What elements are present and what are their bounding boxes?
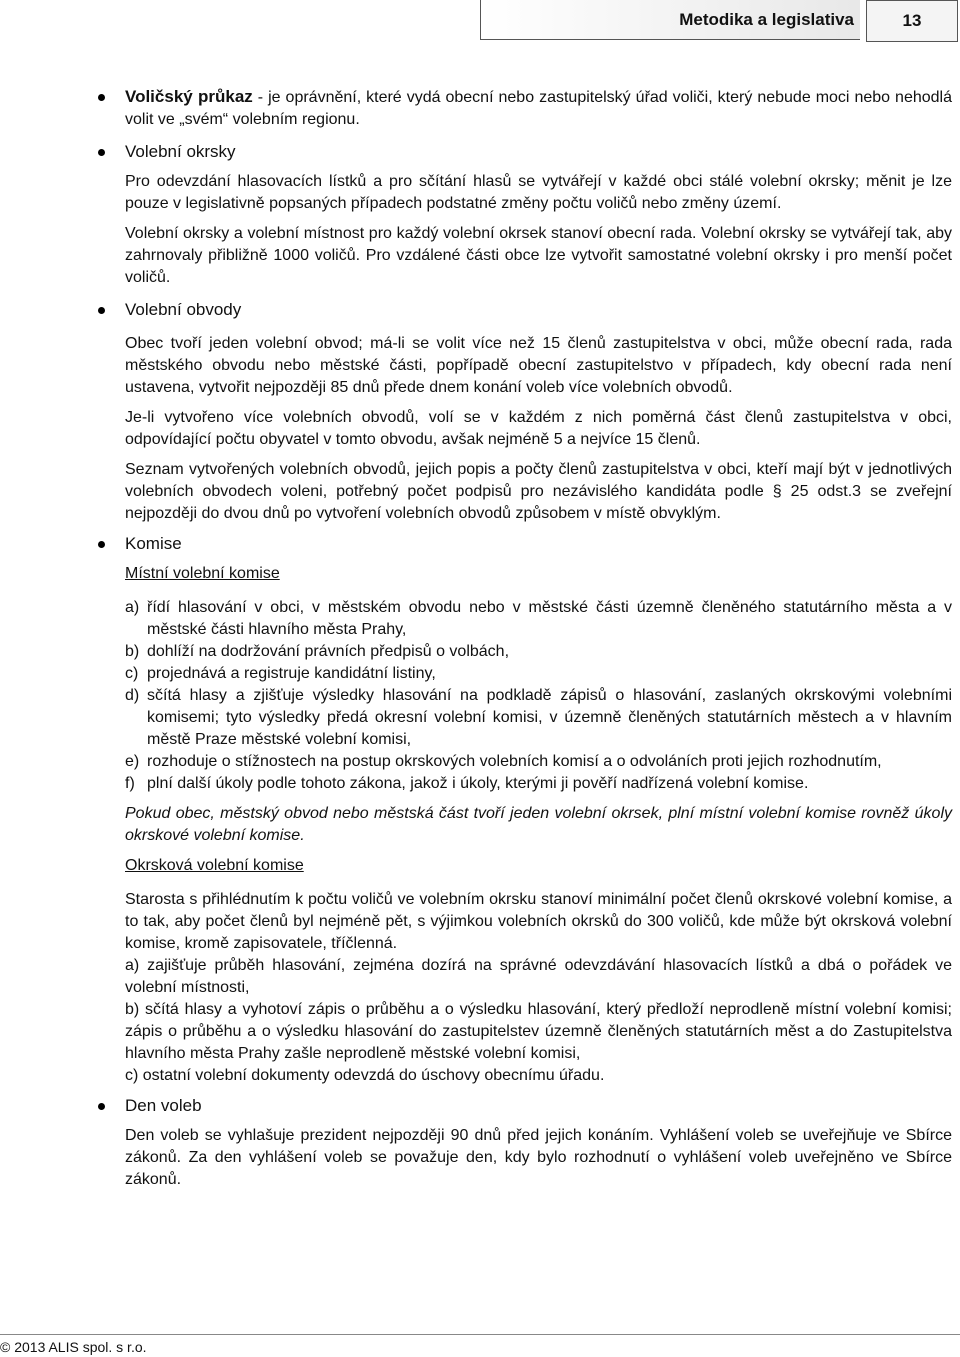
section-komise — [0, 533, 960, 1087]
duty-list — [125, 597, 952, 795]
page-header — [0, 0, 960, 44]
list-item: a) řídí hlasování v obci, v městském obvodu nebo v městské části územně členěného statutárního města a v městské části hlavního města Prahy, — [125, 599, 952, 638]
section-title: Den voleb — [125, 1096, 202, 1115]
bullet-icon — [98, 94, 105, 101]
paragraph: Den voleb se vyhlašuje prezident nejpozději 90 dnů před jejich konáním. Vyhlášení voleb se uveřejňuje ve Sbírce zákonů. Za den vyhlášení voleb se považuje den, kdy bylo rozhodnutí o vyhlášení voleb uveřejněno ve Sbírce zákonů. — [125, 1127, 952, 1188]
paragraph: Obec tvoří jeden volební obvod; má-li se volit více než 15 členů zastupitelstva v obci, může obecní rada, rada městského obvodu nebo městské části, popřípadě obecní zastupitelstvo v případech, kdy obecní rada není ustavena, vytvořit nejpozději 85 dnů přede dnem konání voleb více volebních obvodů. — [125, 335, 952, 396]
section-title: Volební okrsky — [125, 142, 236, 161]
bullet-icon — [98, 1103, 105, 1110]
term-volicsky-prukaz: Voličský průkaz — [125, 87, 253, 106]
copyright-text: © 2013 ALIS spol. s r.o. — [0, 1339, 147, 1355]
paragraph: Seznam vytvořených volebních obvodů, jejich popis a počty členů zastupitelstva v obci, kteří mají být v jednotlivých volebních obvodech voleni, potřebný počet podpisů pro nezávislého kandidáta podle § 25 odst.3 se zveřejní nejpozději do dvou dnů po vytvoření volebních obvodů způsobem v místě obvyklým. — [125, 461, 952, 522]
bullet-icon — [98, 307, 105, 314]
definition-text: - je oprávnění, které vydá obecní nebo zastupitelský úřad voliči, který nebude moci nebo nehodlá volit ve „svém“ volebním regionu. — [125, 89, 953, 128]
paragraph: b) sčítá hlasy a vyhotoví zápis o průběhu a o výsledku hlasování, který předloží neprodleně místní volební komisi; zápis o průběhu a o výsledku hlasování do zastupitelstev územně členěných statutárních měst a do Zastupitelstva hlavního města Prahy zašle neprodleně městské volební komisi, — [125, 1001, 952, 1062]
bullet-icon — [98, 149, 105, 156]
italic-note: Pokud obec, městský obvod nebo městská část tvoří jeden volební okrsek, plní místní volební komise rovněž úkoly okrskové volební komise. — [125, 805, 952, 844]
paragraph: a) zajišťuje průběh hlasování, zejména dozírá na správné odevzdávání hlasovacích lístků a dbá o pořádek ve volební místnosti, — [125, 957, 952, 996]
list-item: e) rozhoduje o stížnostech na postup okrskových volebních komisí a o odvoláních proti jejich rozhodnutím, — [125, 753, 882, 770]
list-item: d) sčítá hlasy a zjišťuje výsledky hlasování na podkladě zápisů o hlasování, zaslaných okrskovými volebními komisemi; tyto výsledky předá okresní volební komisi, v územně členěných statutárních městech a v hlavním městě Praze městské volební komisi, — [125, 687, 952, 748]
list-item: b) dohlíží na dodržování právních předpisů o volbách, — [125, 643, 510, 660]
section-title: Volební obvody — [125, 300, 242, 319]
subsection-title: Okrsková volební komise — [125, 857, 304, 874]
section-title: Komise — [125, 534, 182, 553]
page-number: 13 — [866, 0, 958, 42]
section-volebni-obvody — [0, 299, 960, 525]
page-content — [0, 86, 960, 1191]
paragraph: Je-li vytvořeno více volebních obvodů, volí se v každém z nich poměrná část členů zastupitelstva v obci, odpovídající počtu obyvatel v tomto obvodu, avšak nejméně 5 a nejvíce 15 členů. — [125, 409, 952, 448]
bullet-icon — [98, 541, 105, 548]
section-den-voleb — [0, 1095, 960, 1191]
section-volebni-okrsky — [0, 141, 960, 289]
list-item: c) projednává a registruje kandidátní listiny, — [125, 665, 436, 682]
page-footer — [0, 1334, 960, 1357]
chapter-title: Metodika a legislativa — [480, 0, 860, 40]
paragraph: Pro odevzdání hlasovacích lístků a pro sčítání hlasů se vytvářejí v každé obci stálé volební okrsky; měnit je lze pouze v legislativně popsaných případech podstatné změny počtu voličů nebo změny území. — [125, 173, 952, 212]
section-volicsky-prukaz — [0, 86, 960, 131]
paragraph: c) ostatní volební dokumenty odevzdá do úschovy obecnímu úřadu. — [125, 1067, 605, 1084]
subsection-title: Místní volební komise — [125, 565, 280, 582]
paragraph: Volební okrsky a volební místnost pro každý volební okrsek stanoví obecní rada. Volební okrsky se vytvářejí tak, aby zahrnovaly přibližně 1000 voličů. Pro vzdálené části obce lze vytvořit samostatné volební okrsky i pro menší počet voličů. — [125, 225, 952, 286]
list-item: f) plní další úkoly podle tohoto zákona, jakož i úkoly, kterými ji pověří nadřízená volební komise. — [125, 775, 809, 792]
paragraph: Starosta s přihlédnutím k počtu voličů ve volebním okrsku stanoví minimální počet členů okrskové volební komise, a to tak, aby počet členů byl nejméně pět, s výjimkou volebních okrsků do 300 voličů, kde může být okrsková volební komise, kromě zapisovatele, tříčlenná. — [125, 891, 952, 952]
